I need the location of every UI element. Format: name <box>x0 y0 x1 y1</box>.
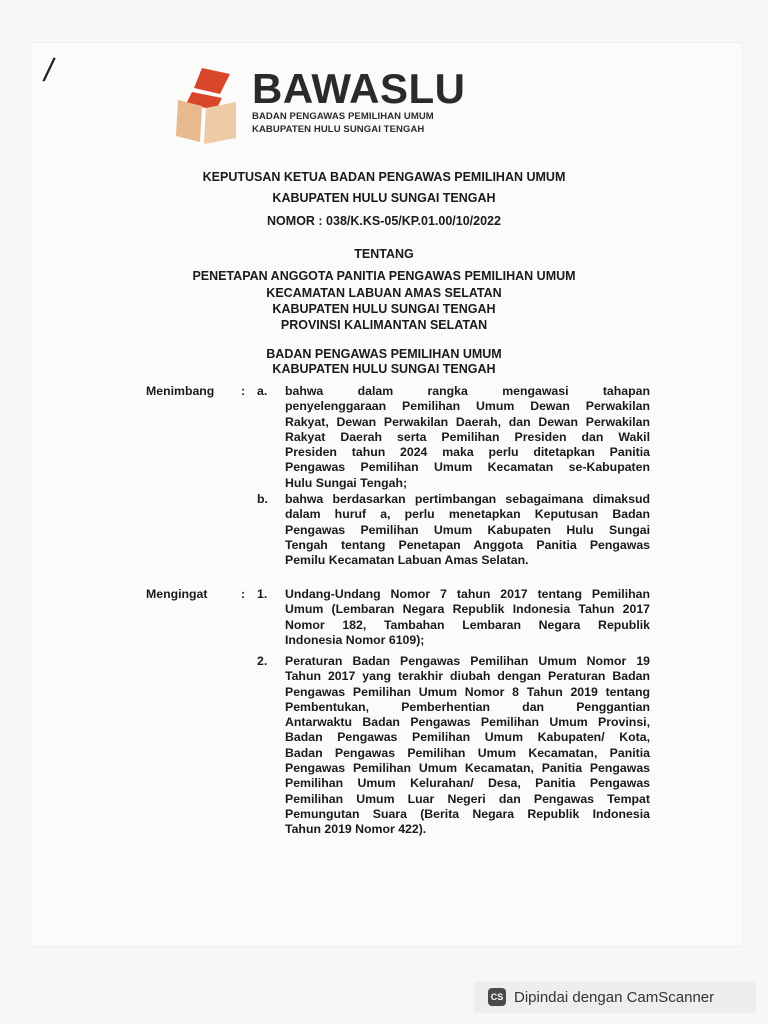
text-line: bahwa dalam rangka mengawasi tahapan <box>285 384 650 398</box>
text-line: Tahun 2019 Nomor 422). <box>285 822 427 837</box>
text-line: Peraturan Badan Pengawas Pemilihan Umum Nomor 19 <box>285 654 650 668</box>
mengingat-colon: : <box>241 587 246 601</box>
camscanner-icon: CS <box>488 988 506 1006</box>
text-line: Antarwaktu Badan Pengawas Pemilihan Umum Provinsi, <box>285 715 650 730</box>
text-line: Pemilu Kecamatan Labuan Amas Selatan. <box>285 553 529 568</box>
doc-tentang: TENTANG <box>354 247 414 261</box>
text-line: Pemilihan Umum Kelurahan/ Desa, Panitia Pengawas <box>285 776 650 791</box>
bawaslu-emblem-icon <box>172 66 244 146</box>
doc-title-2: KABUPATEN HULU SUNGAI TENGAH <box>272 191 496 205</box>
menimbang-marker-a: a. <box>257 384 268 398</box>
text-line: Pengawas Pemilihan Umum Kecamatan, Panitia Pengawas <box>285 761 650 776</box>
mengingat-marker-1: 1. <box>257 587 268 601</box>
text-line: bahwa berdasarkan pertimbangan sebagaimana dimaksud <box>285 492 650 506</box>
doc-subject-4: PROVINSI KALIMANTAN SELATAN <box>280 318 488 332</box>
text-line: Presiden tahun 2024 maka perlu ditetapkan Panitia <box>285 445 650 460</box>
text-line: Badan Pengawas Pemilihan Umum Kabupaten/ Kota, <box>285 730 650 745</box>
mengingat-marker-2: 2. <box>257 654 268 668</box>
doc-number: NOMOR : 038/K.KS-05/KP.01.00/10/2022 <box>267 214 501 228</box>
menimbang-marker-b: b. <box>257 492 268 506</box>
doc-authority-1: BADAN PENGAWAS PEMILIHAN UMUM <box>266 347 502 361</box>
text-line: Badan Pengawas Pemilihan Umum Kecamatan, Panitia <box>285 745 650 760</box>
mengingat-item-2 <box>285 654 650 838</box>
camscanner-text: Dipindai dengan CamScanner <box>514 988 715 1006</box>
text-line: Pemilihan Umum Luar Negeri dan Pengawas Tempat <box>285 791 650 806</box>
brand-subtitle-2: KABUPATEN HULU SUNGAI TENGAH <box>252 124 425 135</box>
text-line: Pemungutan Suara (Berita Negara Republik Indonesia <box>285 806 650 821</box>
doc-subject-2: KECAMATAN LABUAN AMAS SELATAN <box>266 286 502 300</box>
text-line: Pengawas Pemilihan Umum Nomor 8 Tahun 2019 tentang <box>285 684 650 699</box>
menimbang-colon: : <box>241 384 246 398</box>
text-line: Rakyat Daerah serta Pemilihan Presiden dan Wakil <box>285 429 650 444</box>
menimbang-label: Menimbang <box>146 384 215 398</box>
text-line: penyelenggaraan Pemilihan Umum Dewan Perwakilan <box>285 399 650 414</box>
text-line: Indonesia Nomor 6109); <box>285 632 425 647</box>
text-line: Pengawas Pemilihan Umum Kabupaten Hulu Sungai <box>285 522 650 537</box>
text-line: Tengah tentang Penetapan Anggota Panitia Pengawas <box>285 537 650 552</box>
text-line: Pembentukan, Pemberhentian dan Penggantian <box>285 699 650 714</box>
brand-name: BAWASLU <box>252 65 466 112</box>
text-line: Nomor 182, Tambahan Lembaran Negara Republik <box>285 617 650 632</box>
menimbang-item-b <box>285 492 650 568</box>
doc-authority-2: KABUPATEN HULU SUNGAI TENGAH <box>272 362 496 376</box>
mengingat-label: Mengingat <box>146 587 208 601</box>
brand-subtitle-1: BADAN PENGAWAS PEMILIHAN UMUM <box>252 111 434 122</box>
text-line: dalam huruf a, perlu menetapkan Keputusan Badan <box>285 507 650 522</box>
mengingat-item-1 <box>285 587 650 648</box>
handwritten-mark: / <box>41 51 57 88</box>
doc-subject-1: PENETAPAN ANGGOTA PANITIA PENGAWAS PEMILIHAN UMUM <box>192 269 576 283</box>
camscanner-watermark <box>474 981 756 1013</box>
text-line: Rakyat, Dewan Perwakilan Daerah, dan Dewan Perwakilan <box>285 414 650 429</box>
text-line: Tahun 2017 yang terakhir diubah dengan Peraturan Badan <box>285 669 650 684</box>
text-line: Pengawas Pemilihan Umum Kecamatan se-Kabupaten <box>285 460 650 475</box>
doc-subject-3: KABUPATEN HULU SUNGAI TENGAH <box>272 302 496 316</box>
menimbang-item-a <box>285 384 650 491</box>
doc-title-1: KEPUTUSAN KETUA BADAN PENGAWAS PEMILIHAN UMUM <box>202 170 566 184</box>
text-line: Hulu Sungai Tengah; <box>285 475 408 490</box>
text-line: Umum (Lembaran Negara Republik Indonesia Tahun 2017 <box>285 602 650 617</box>
text-line: Undang-Undang Nomor 7 tahun 2017 tentang Pemilihan <box>285 587 650 601</box>
